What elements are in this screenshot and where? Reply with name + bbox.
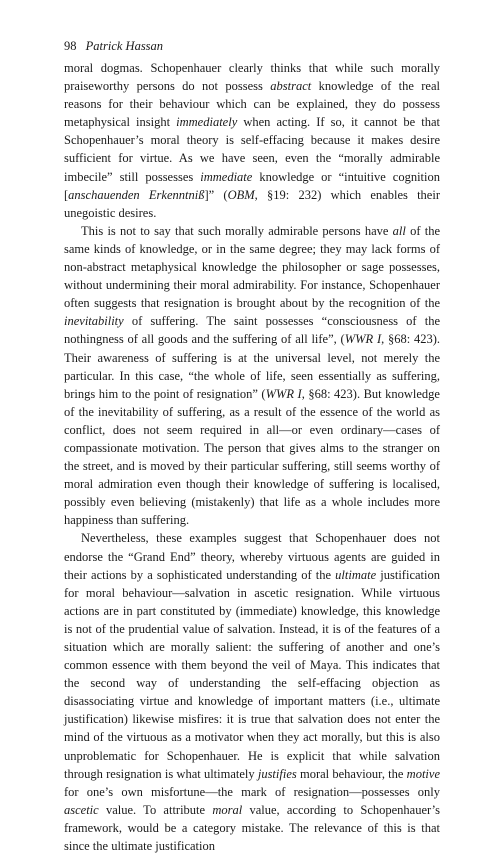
text-segment: moral behaviour, the <box>296 766 407 781</box>
page-number: 98 <box>64 39 77 53</box>
italic-text: immediately <box>176 115 238 130</box>
italic-text: OBM <box>227 187 255 202</box>
paragraph-3 <box>64 529 440 854</box>
italic-text: WWR I <box>344 332 382 347</box>
italic-text: justifies <box>257 766 297 781</box>
text-segment: moral dogmas. Schopenhauer clearly thinks that while such morally praiseworthy persons do not possess <box>64 61 440 94</box>
text-segment: justification for moral behaviour—salvation in ascetic resignation. While virtuous actions are in part constituted by (immediate) knowledge, this knowledge is not of the prudential value of salvation. Instead, it is of the features of a situation which are morally salient: the suffering of another and one’s common essence with them beyond the veil of Maya. This indicates that the second way of understanding the self-effacing objection as disassociating virtue and knowledge of important matters (i.e., ultimate justification) likewise misfires: it is true that salvation does not enter the mind of the virtuous as a motivator when they act morally, but this is also unproblematic for Schopenhauer. He is explicit that while salvation through resignation is what ultimately <box>64 567 440 781</box>
text-segment: of the same kinds of knowledge, or in the same degree; they may lack forms of non-abstract metaphysical knowledge the philosopher or sage possesses, without undermining their moral admirability. For instance, Schopenhauer often suggests that resignation is brought about by the recognition of the <box>64 223 441 311</box>
text-segment: , §19: 232) which enables their unegoistic desires. <box>64 187 440 220</box>
text-segment: for one’s own misfortune—the mark of resignation—possesses only <box>64 784 440 799</box>
running-header <box>64 38 163 54</box>
paragraph-1 <box>64 59 440 222</box>
italic-text: ascetic <box>64 802 99 817</box>
italic-text: ultimate <box>335 567 377 582</box>
text-segment: value, according to Schopenhauer’s framework, would be a category mistake. The relevance of this is that since the ultimate justification <box>64 802 440 854</box>
italic-text: moral <box>212 802 243 817</box>
text-segment: , §68: 423). But knowledge of the inevitability of suffering, as a result of the essence of the world as conflict, does not seem required in all—or even ordinary—cases of compassionate motivation. The person that gives alms to the stranger on the street, and is moved by their particular suffering, still seems worthy of moral admiration even though their knowledge of suffering is localised, possibly even believing (mistakenly) that life as a whole includes more happiness than suffering. <box>64 386 440 528</box>
running-header-author: Patrick Hassan <box>85 39 164 53</box>
text-segment: Nevertheless, these examples suggest that Schopenhauer does not endorse the “Grand End” theory, whereby virtuous agents are guided in their actions by a sophisticated understanding of the <box>64 531 440 582</box>
paragraph-2 <box>64 222 440 530</box>
text-segment: ]” ( <box>204 187 228 202</box>
italic-text: motive <box>406 766 440 781</box>
text-segment: knowledge of the real reasons for their behaviour which can be explained, they do possess metaphysical insight <box>64 79 440 130</box>
italic-text: all <box>392 223 406 238</box>
italic-text: immediate <box>200 169 253 184</box>
text-segment: of suffering. The saint possesses “consciousness of the nothingness of all goods and the suffering of all life”, ( <box>64 314 440 347</box>
text-segment: , §68: 423). Their awareness of suffering is at the universal level, not merely the particular. In this case, “the whole of life, seen essentially as suffering, brings him to the point of resignation” ( <box>64 332 441 401</box>
italic-text: inevitability <box>64 314 124 329</box>
text-segment: when acting. If so, it cannot be that Schopenhauer’s moral theory is self-effacing because it makes desire sufficient for virtue. As we have seen, even the “morally admirable imbecile” still possesses <box>64 115 441 184</box>
text-segment: value. To attribute <box>98 802 213 817</box>
italic-text: anschauenden Erkenntniß <box>68 187 205 202</box>
italic-text: abstract <box>270 79 312 94</box>
text-segment: This is not to say that such morally admirable persons have <box>81 223 393 238</box>
text-segment: knowledge or “intuitive cognition [ <box>64 169 440 202</box>
italic-text: WWR I <box>265 386 302 401</box>
body-text <box>64 59 441 854</box>
